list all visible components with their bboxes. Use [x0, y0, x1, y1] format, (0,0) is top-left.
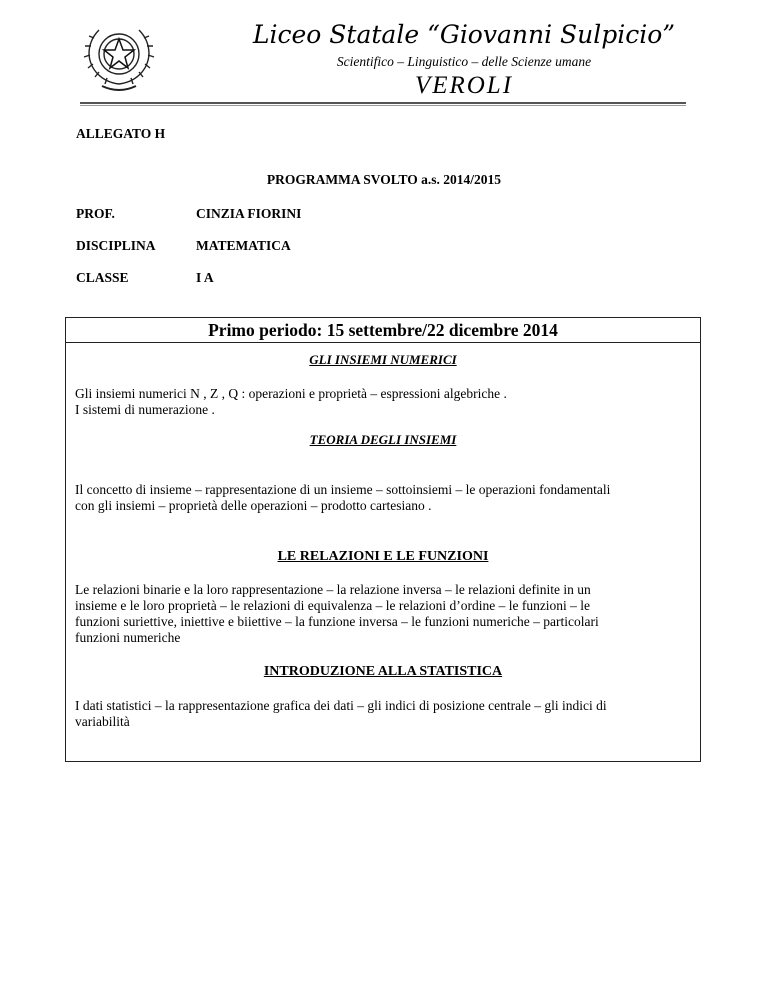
section-text [75, 582, 692, 646]
text-line: Il concetto di insieme – rappresentazione di un insieme – sottoinsiemi – le operazioni fondamentali [75, 482, 611, 497]
classe-label: CLASSE [76, 270, 129, 285]
section-text [75, 482, 692, 514]
text-line: con gli insiemi – proprietà delle operazioni – prodotto cartesiano . [75, 498, 432, 513]
text-line: I dati statistici – la rappresentazione grafica dei dati – gli indici di posizione centrale – gli indici di [75, 698, 607, 713]
programma-title: PROGRAMMA SVOLTO a.s. 2014/2015 [266, 172, 502, 187]
prof-value: CINZIA FIORINI [196, 206, 302, 221]
text-line: insieme e le loro proprietà – le relazioni di equivalenza – le relazioni d’ordine – le funzioni – le [75, 598, 591, 613]
period-box [65, 317, 701, 762]
section-title: INTRODUZIONE ALLA STATISTICA [263, 664, 503, 679]
section-title: LE RELAZIONI E LE FUNZIONI [277, 549, 489, 564]
disciplina-label: DISCIPLINA [76, 238, 156, 253]
republic-emblem-icon [80, 20, 158, 94]
allegato-label: ALLEGATO H [76, 126, 166, 141]
text-line: I sistemi di numerazione . [75, 402, 215, 417]
disciplina-value: MATEMATICA [196, 238, 291, 253]
school-subtitle: Scientifico – Linguistico – delle Scienze umane [336, 54, 592, 69]
section-title: TEORIA DEGLI INSIEMI [309, 432, 457, 447]
text-line: Le relazioni binarie e la loro rappresentazione – la relazione inversa – le relazioni definite in un [75, 582, 591, 597]
text-line: variabilità [75, 714, 130, 729]
header-divider [80, 102, 686, 106]
section-text [75, 386, 692, 418]
classe-value: I A [196, 270, 214, 285]
school-city: VEROLI [414, 72, 514, 99]
school-name: Liceo Statale “Giovanni Sulpicio” [252, 20, 676, 49]
prof-label: PROF. [76, 206, 115, 221]
section-title: GLI INSIEMI NUMERICI [309, 352, 457, 367]
period-title: Primo periodo: 15 settembre/22 dicembre 2014 [66, 318, 700, 343]
text-line: Gli insiemi numerici N , Z , Q : operazioni e proprietà – espressioni algebriche . [75, 386, 507, 401]
section-text [75, 698, 692, 730]
text-line: funzioni suriettive, iniettive e biiettive – la funzione inversa – le funzioni numeriche – particolari [75, 614, 599, 629]
text-line: funzioni numeriche [75, 630, 181, 645]
